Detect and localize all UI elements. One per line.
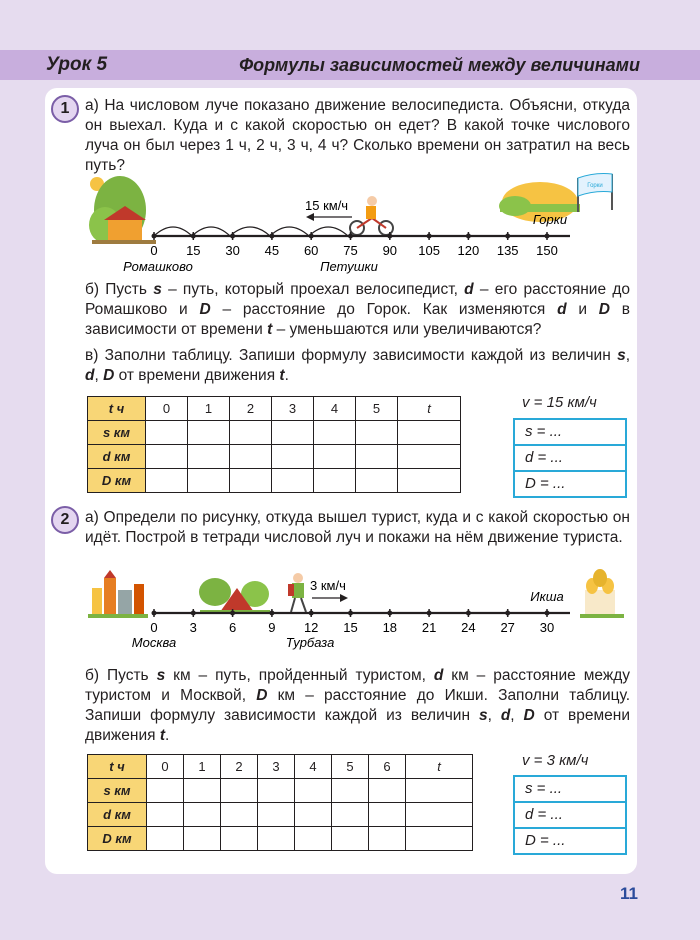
table-cell[interactable] (369, 803, 406, 827)
formula-box-1 (513, 418, 627, 498)
tent-camp-illustration (199, 578, 270, 614)
table-cell[interactable] (369, 779, 406, 803)
task-2-number-line (0, 568, 700, 658)
table-cell[interactable] (147, 803, 184, 827)
moscow-city-illustration (88, 570, 148, 618)
village-romashkovo-illustration (89, 176, 156, 244)
table-cell[interactable] (295, 779, 332, 803)
line-2-tick-dot (466, 611, 471, 616)
table-cell[interactable] (406, 803, 473, 827)
line-2-tick-dot (545, 611, 550, 616)
line-2-tick-dot (387, 611, 392, 616)
table-1-header-cell: 1 (188, 397, 230, 421)
formula-D-field[interactable]: D = ... (525, 475, 566, 492)
line-1-tick-label: 105 (418, 243, 440, 258)
cyclist-icon (350, 196, 393, 235)
task-1-number-line (0, 170, 700, 280)
line-2-tick-dot (230, 611, 235, 616)
table-cell[interactable] (184, 779, 221, 803)
table-2-header-cell: 1 (184, 755, 221, 779)
line-2-tick-label: 27 (500, 620, 515, 635)
table-2-row-label: s км (88, 779, 147, 803)
table-cell[interactable] (398, 445, 461, 469)
table-2-row-label: d км (88, 803, 147, 827)
table-cell[interactable] (188, 445, 230, 469)
table-cell[interactable] (230, 421, 272, 445)
table-2-header-cell: 6 (369, 755, 406, 779)
table-1-header-cell: 3 (272, 397, 314, 421)
line-1-tick-label: 15 (186, 243, 201, 258)
table-cell[interactable] (146, 421, 188, 445)
table-cell[interactable] (184, 803, 221, 827)
label-iksha: Икша (530, 589, 564, 604)
table-cell[interactable] (258, 779, 295, 803)
formula-d-field[interactable]: d = ... (515, 446, 625, 472)
table-cell[interactable] (356, 445, 398, 469)
label-petushki: Петушки (320, 259, 378, 274)
line-2-tick-label: 15 (343, 620, 358, 635)
iksha-church-illustration (580, 569, 624, 618)
task-1-table (87, 396, 461, 493)
task-1-number: 1 (51, 95, 79, 123)
formula-box-2 (513, 775, 627, 855)
line-1-tick-dot (191, 234, 196, 239)
line-2-tick-dot (505, 611, 510, 616)
table-cell[interactable] (258, 827, 295, 851)
table-cell[interactable] (398, 469, 461, 493)
line-2-tick-label: 30 (539, 620, 555, 635)
table-cell[interactable] (221, 779, 258, 803)
table-1-row-label: s км (88, 421, 146, 445)
line-1-tick-label: 30 (225, 243, 240, 258)
line-1-tick-label: 135 (496, 243, 519, 258)
table-1-header-cell: t (398, 397, 461, 421)
table-cell[interactable] (406, 827, 473, 851)
table-2-header-cell: 0 (147, 755, 184, 779)
table-cell[interactable] (188, 421, 230, 445)
line-1-tick-dot (269, 234, 274, 239)
table-cell[interactable] (356, 421, 398, 445)
line-1-tick-label: 75 (343, 243, 358, 258)
task-2b-text: б) Пусть s км – путь, пройденный туристом, d км – расстояние между туристом и Москвой, D км – расстояние до Икши. Заполни таблицу. Запиши формулу зависимости каждой из величин s, d, D от времени движения t. (85, 667, 630, 744)
table-cell[interactable] (258, 803, 295, 827)
table-cell[interactable] (272, 469, 314, 493)
line-1-tick-label: 45 (264, 243, 280, 258)
line-1-tick-dot (505, 234, 510, 239)
line-2-tick-label: 9 (268, 620, 276, 635)
table-cell[interactable] (272, 445, 314, 469)
task-2-number: 2 (51, 506, 79, 534)
table-cell[interactable] (295, 803, 332, 827)
line-1-tick-dot (348, 234, 353, 239)
line-1-tick-dot (309, 234, 314, 239)
table-cell[interactable] (230, 469, 272, 493)
line-2-tick-label: 6 (228, 620, 237, 635)
line-2-tick-label: 21 (421, 620, 437, 635)
line-2-tick-dot (191, 611, 196, 616)
line-1-tick-label: 60 (303, 243, 319, 258)
line-2-tick-dot (348, 611, 353, 616)
table-cell[interactable] (369, 827, 406, 851)
task-1a-text: а) На числовом луче показано движение велосипедиста. Объясни, откуда он выехал. Куда и с какой скоростью он едет? В какой точке числового луча он был через 1 ч, 2 ч, 3 ч, 4 ч? Сколько времени он затратил на весь путь? (85, 97, 630, 174)
line-1-tick-label: 0 (150, 243, 158, 258)
speed-arrow-head-2 (340, 594, 348, 602)
table-2-header-cell: 3 (258, 755, 295, 779)
line-2-tick-dot (309, 611, 314, 616)
table-2-header-cell: 4 (295, 755, 332, 779)
formula-d-field[interactable]: d = ... (515, 803, 625, 829)
table-1-header-cell: 4 (314, 397, 356, 421)
speed-value-1: v = 15 км/ч (522, 394, 597, 411)
table-cell[interactable] (147, 827, 184, 851)
label-romashkovo: Ромашково (123, 259, 193, 274)
table-cell[interactable] (221, 803, 258, 827)
table-cell[interactable] (332, 779, 369, 803)
task-1c-text: в) Заполни таблицу. Запиши формулу зависимости каждой из величин s, d, D от времени движения t. (85, 347, 630, 384)
line-2-tick-label: 3 (189, 620, 197, 635)
speed-label-2: 3 км/ч (310, 578, 346, 593)
table-1-header-cell: 5 (356, 397, 398, 421)
speed-label-1: 15 км/ч (305, 198, 349, 213)
speed-value-2: v = 3 км/ч (522, 752, 589, 769)
line-2-tick-label: 0 (150, 620, 158, 635)
line-1-tick-dot (466, 234, 471, 239)
line-1-tick-label: 90 (382, 243, 398, 258)
line-1-tick-dot (545, 234, 550, 239)
label-turbaza: Турбаза (285, 635, 335, 650)
table-cell[interactable] (314, 421, 356, 445)
table-cell[interactable] (356, 469, 398, 493)
table-cell[interactable] (146, 469, 188, 493)
table-cell[interactable] (184, 827, 221, 851)
table-cell[interactable] (332, 803, 369, 827)
table-cell[interactable] (295, 827, 332, 851)
table-cell[interactable] (406, 779, 473, 803)
line-2-tick-label: 24 (461, 620, 476, 635)
task-2-table (87, 754, 473, 851)
table-1-row-label: d км (88, 445, 146, 469)
formula-s-field[interactable]: s = ... (515, 420, 625, 446)
formula-D-field[interactable]: D = ... (525, 832, 566, 849)
line-2-tick-label: 12 (303, 620, 319, 635)
table-cell[interactable] (272, 421, 314, 445)
task-2a-text: а) Определи по рисунку, откуда вышел турист, куда и с какой скоростью он идёт. Построй в тетради числовой луч и покажи на нём движение туриста. (85, 509, 630, 546)
line-2-tick-dot (269, 611, 274, 616)
label-gorki: Горки (532, 212, 568, 227)
line-2-tick-dot (152, 611, 157, 616)
page-number: 11 (620, 884, 638, 903)
line-1-tick-dot (230, 234, 235, 239)
lesson-title: Формулы зависимостей между величинами (239, 55, 640, 75)
label-moskva: Москва (131, 635, 177, 650)
line-1-tick-dot (387, 234, 392, 239)
formula-s-field[interactable]: s = ... (515, 777, 625, 803)
line-1-tick-label: 120 (457, 243, 480, 258)
table-1-header-cell: 2 (230, 397, 272, 421)
table-2-header-cell: t ч (88, 755, 147, 779)
line-2-tick-label: 18 (382, 620, 398, 635)
table-cell[interactable] (188, 469, 230, 493)
table-2-header-cell: 2 (221, 755, 258, 779)
hiker-icon (288, 573, 306, 612)
line-1-tick-label: 150 (536, 243, 558, 258)
table-cell[interactable] (314, 469, 356, 493)
line-2-tick-dot (427, 611, 432, 616)
speed-arrow-head-1 (306, 213, 314, 221)
lesson-number: Урок 5 (46, 54, 108, 75)
table-1-row-label: D км (88, 469, 146, 493)
gorki-sign-text: Горки (587, 183, 603, 189)
table-2-row-label: D км (88, 827, 147, 851)
jump-arcs-1 (154, 227, 348, 236)
table-cell[interactable] (314, 445, 356, 469)
task-1b-text: б) Пусть s – путь, который проехал велосипедист, d – его расстояние до Ромашково и D – расстояние до Горок. Как изменяются d и D в зависимости от времени t – уменьшаются или увеличиваются? (85, 281, 631, 338)
table-cell[interactable] (146, 445, 188, 469)
line-1-tick-dot (152, 234, 157, 239)
table-cell[interactable] (230, 445, 272, 469)
table-2-header-cell: t (406, 755, 473, 779)
table-1-header-cell: t ч (88, 397, 146, 421)
line-1-tick-dot (427, 234, 432, 239)
table-cell[interactable] (147, 779, 184, 803)
table-cell[interactable] (221, 827, 258, 851)
table-cell[interactable] (398, 421, 461, 445)
table-1-header-cell: 0 (146, 397, 188, 421)
table-cell[interactable] (332, 827, 369, 851)
table-2-header-cell: 5 (332, 755, 369, 779)
